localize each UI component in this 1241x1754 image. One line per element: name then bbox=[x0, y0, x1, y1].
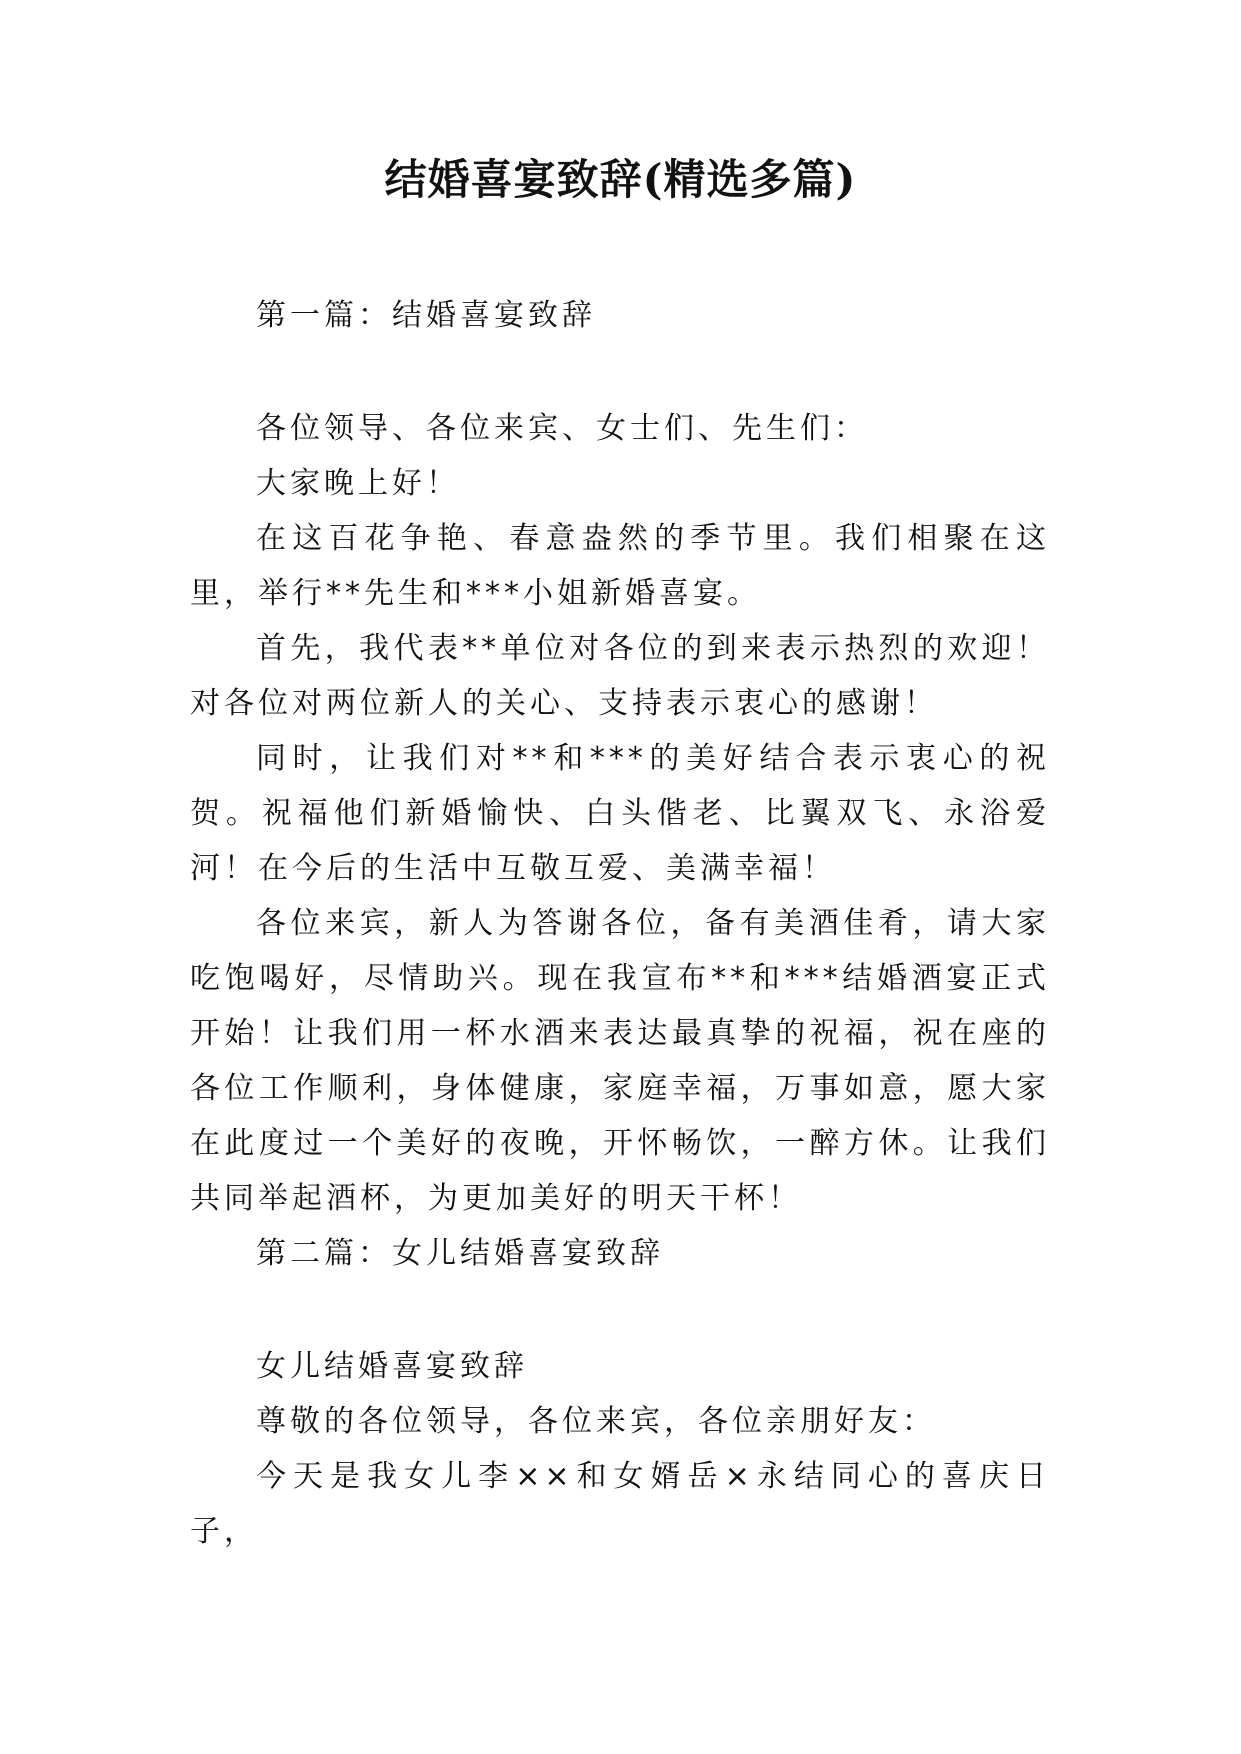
paragraph: 各位领导、各位来宾、女士们、先生们： bbox=[256, 411, 868, 446]
paragraph: 今天是我女儿李××和女婿岳×永结同心的喜庆日子， bbox=[190, 1459, 1050, 1549]
paragraph: 在这百花争艳、春意盎然的季节里。我们相聚在这里，举行**先生和***小姐新婚喜宴。 bbox=[190, 521, 1050, 611]
paragraph: 首先，我代表**单位对各位的到来表示热烈的欢迎！对各位对两位新人的关心、支持表示衷心的感谢！ bbox=[190, 631, 1050, 721]
paragraph: 女儿结婚喜宴致辞 bbox=[256, 1349, 528, 1384]
section-heading-1: 第一篇：结婚喜宴致辞 bbox=[256, 298, 596, 333]
document-title: 结婚喜宴致辞(精选多篇) bbox=[384, 155, 857, 204]
section-heading-2: 第二篇：女儿结婚喜宴致辞 bbox=[256, 1236, 664, 1271]
document-body bbox=[190, 288, 1050, 1559]
paragraph: 大家晚上好！ bbox=[256, 466, 460, 501]
paragraph: 同时，让我们对**和***的美好结合表示衷心的祝贺。祝福他们新婚愉快、白头偕老、比翼双飞、永浴爱河！在今后的生活中互敬互爱、美满幸福！ bbox=[190, 741, 1050, 886]
paragraph: 尊敬的各位领导，各位来宾，各位亲朋好友： bbox=[256, 1404, 936, 1439]
paragraph: 各位来宾，新人为答谢各位，备有美酒佳肴，请大家吃饱喝好，尽情助兴。现在我宣布**和***结婚酒宴正式开始！让我们用一杯水酒来表达最真挚的祝福，祝在座的各位工作顺利，身体健康，家庭幸福，万事如意，愿大家在此度过一个美好的夜晚，开怀畅饮，一醉方休。让我们共同举起酒杯，为更加美好的明天干杯！ bbox=[190, 906, 1050, 1216]
